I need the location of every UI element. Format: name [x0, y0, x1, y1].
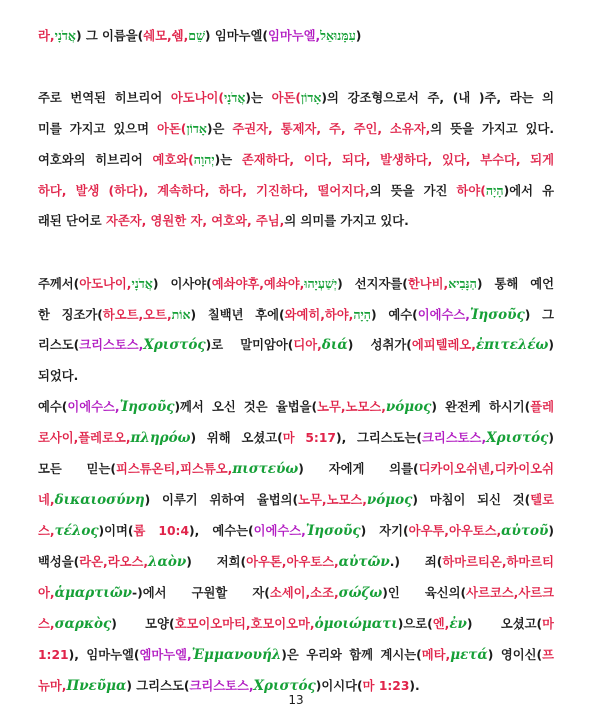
greek-word: Ἰησοῦς [305, 523, 361, 539]
greek-word: διά [321, 337, 348, 353]
transliteration-text: 소세이,소조, [269, 586, 339, 600]
transliteration-text: 뉴마, [38, 679, 67, 693]
text-segment: ) 모양( [111, 617, 175, 631]
text-segment: )인 육신의( [382, 586, 467, 600]
transliteration-text: 노무,노모스, [298, 493, 367, 507]
text-segment: ) 마침이 되신 것( [412, 493, 531, 507]
text-segment: .) 죄( [389, 555, 443, 569]
transliteration-text: 아우투,아우토스, [408, 524, 502, 538]
transliteration-text: 로사이,플레로오, [38, 431, 131, 445]
transliteration-text: 노무,노모스, [317, 400, 386, 414]
text-line [38, 640, 554, 671]
paragraph-isaiah-prophecy [38, 268, 554, 392]
text-segment: ) 이사야( [152, 277, 212, 291]
transliteration-text: 아도나이, [79, 277, 132, 291]
text-segment: )의 강조형으로서 주, (내 )주, 라는 의 [321, 91, 554, 105]
greek-word: Ἰησοῦς [469, 307, 525, 323]
paragraph-immanuel-intro [38, 20, 554, 51]
transliteration-text: 스, [38, 524, 55, 538]
greek-word: σαρκὸς [54, 616, 112, 632]
greek-word: ὁμοιώματι [314, 616, 398, 632]
text-line [38, 206, 554, 237]
transliteration-text: 아돈( [271, 91, 301, 105]
hebrew-word: עִמָּנוּאֵל [320, 28, 356, 43]
scripture-reference: 1:21 [38, 648, 69, 662]
text-segment: ) 영이신( [487, 648, 543, 662]
transliteration-text: 하야( [456, 184, 486, 198]
text-segment: )으로( [397, 617, 433, 631]
text-segment: 의 뜻을 가진 [369, 184, 457, 198]
greek-word: πληρόω [130, 430, 191, 446]
text-segment: ) 임마누엘( [204, 29, 268, 43]
text-line [38, 82, 554, 113]
text-segment: )이시다( [315, 679, 363, 693]
hebrew-word: אוֹת [171, 307, 191, 322]
hebrew-word: יְהוָה [193, 152, 215, 167]
greek-word: Χριστός [253, 678, 316, 694]
transliteration-text: 자존자, 영원한 자, 여호와, 주님, [105, 214, 285, 228]
text-segment: ) 그리스도( [126, 679, 190, 693]
text-segment: ), 임마누엘( [68, 648, 140, 662]
greek-word: ἐν [449, 616, 467, 632]
greek-word: αὐτῶν [338, 554, 390, 570]
text-segment: )은 [206, 122, 233, 136]
greek-word: Χριστός [486, 430, 549, 446]
text-segment: 주로 번역된 히브리어 [38, 91, 171, 105]
transliteration-text: 존재하다, 이다, 되다, 발생하다, 있다, 부수다, 되게 [241, 153, 554, 167]
text-segment: ), 그리스도는( [335, 431, 423, 445]
text-line [38, 299, 554, 330]
transliteration-text: 플레 [530, 400, 554, 414]
transliteration-text: 엔, [432, 617, 450, 631]
scripture-reference: 마 5:17 [282, 431, 336, 445]
text-segment: ) [548, 431, 554, 445]
text-segment: )는 [245, 91, 272, 105]
transliteration-text: 호모이오마티,호모이오마, [174, 617, 315, 631]
transliteration-text: 아, [38, 586, 55, 600]
transliteration-text: 하오트,오트, [102, 308, 172, 322]
text-segment: ) 선지자를( [337, 277, 408, 291]
text-segment: 주께서( [38, 277, 80, 291]
text-segment: ) 예수( [371, 308, 418, 322]
greek-word: νόμος [385, 399, 432, 415]
transliteration-text: 와예히,하야, [284, 308, 354, 322]
greek-word: δικαιοσύνη [54, 492, 145, 508]
transliteration-text: 메타, [421, 648, 451, 662]
text-segment: 미를 가지고 있으며 [38, 122, 158, 136]
paragraph-jesus-fulfillment [38, 392, 554, 702]
text-segment: ) [548, 524, 554, 538]
text-segment: 백성을( [38, 555, 80, 569]
greek-word: Ἰησοῦς [119, 399, 175, 415]
greek-word: νόμος [366, 492, 413, 508]
transliteration-text: 아도나이( [170, 91, 225, 105]
greek-word: πιστεύω [232, 461, 299, 477]
name-transliteration: 크리스토스, [189, 679, 254, 693]
transliteration-text: 사르코스,사르크 [466, 586, 554, 600]
text-segment: )께서 오신 것은 율법을( [174, 400, 318, 414]
hebrew-word: הָיָה [485, 183, 504, 198]
hebrew-word: אֲדֹנָי [54, 28, 76, 43]
scripture-reference: 롬 10:4 [133, 524, 190, 538]
name-transliteration: 임마누엘, [267, 29, 321, 43]
greek-word: μετά [450, 647, 488, 663]
text-line [38, 423, 554, 454]
hebrew-word: אֲדֹנָי [131, 276, 153, 291]
text-segment: ) 칠백년 후에( [190, 308, 285, 322]
transliteration-text: 쉐모,쉠, [143, 29, 189, 43]
text-segment: 래된 단어로 [38, 214, 106, 228]
name-transliteration: 크리스토스, [79, 338, 144, 352]
scripture-reference: 마 1:23 [362, 679, 410, 693]
transliteration-text: 프 [542, 648, 554, 662]
text-segment: 예수( [38, 400, 68, 414]
text-segment: 의 의미를 가지고 있다. [284, 214, 409, 228]
text-line [38, 175, 554, 206]
text-segment: 모든 믿는( [38, 462, 117, 476]
text-segment: )에서 유 [503, 184, 554, 198]
text-line [38, 113, 554, 144]
hebrew-word: הָיָה [353, 307, 371, 322]
transliteration-text: 하마르티온,하마르티 [442, 555, 554, 569]
text-line [38, 485, 554, 516]
hebrew-word: שֵׁם [188, 28, 205, 43]
text-segment: )이며( [98, 524, 134, 538]
greek-word: λαὸν [148, 554, 187, 570]
name-transliteration: 이에수스, [253, 524, 306, 538]
greek-word: ἐπιτελέω [475, 337, 549, 353]
transliteration-text: 디카이오쉬넨,디카이오쉬 [418, 462, 554, 476]
text-segment: ) 완전케 하시기( [431, 400, 531, 414]
text-segment: 여호와의 히브리어 [38, 153, 153, 167]
text-line [38, 516, 554, 547]
transliteration-text: 하다, 발생 (하다), 계속하다, 하다, 기진하다, 떨어지다, [38, 184, 370, 198]
text-segment: 의 뜻을 가지고 있다. [430, 122, 554, 136]
greek-word: τέλος [54, 523, 99, 539]
greek-word: Ἐμμανουήλ [191, 647, 282, 663]
text-line [38, 578, 554, 609]
hebrew-word: יְשַׁעְיָהוּ [304, 276, 338, 291]
name-transliteration: 이에수스, [67, 400, 120, 414]
greek-word: Χριστός [143, 337, 206, 353]
text-segment: 리스도( [38, 338, 80, 352]
transliteration-text: 주권자, 통제자, 주, 주인, 소유자, [232, 122, 431, 136]
page-number: 13 [288, 693, 304, 707]
hebrew-word: אֲדֹנָי [224, 90, 246, 105]
text-segment: ) 그 [524, 308, 554, 322]
text-segment: ) [548, 338, 554, 352]
text-segment: -)에서 구원할 자( [132, 586, 270, 600]
text-segment: ) 위해 오셨고( [190, 431, 283, 445]
text-segment: )로 말미암아( [205, 338, 294, 352]
text-line [38, 144, 554, 175]
transliteration-text: 한나비, [407, 277, 449, 291]
text-segment: ) 오셨고( [466, 617, 543, 631]
transliteration-text: 예호와( [152, 153, 194, 167]
greek-word: σώζω [338, 585, 383, 601]
text-line [38, 268, 554, 299]
greek-word: ἁμαρτιῶν [54, 585, 133, 601]
text-segment: ) 성취가( [347, 338, 412, 352]
text-line [38, 547, 554, 578]
text-segment: )은 우리와 함께 계시는( [281, 648, 422, 662]
text-line [38, 330, 554, 361]
paragraph-adonai-definition [38, 82, 554, 237]
hebrew-word: אָדוֹן [300, 90, 322, 105]
text-segment: ) 그 이름을( [75, 29, 144, 43]
transliteration-text: 디아, [293, 338, 322, 352]
text-line [38, 392, 554, 423]
text-line [38, 20, 554, 51]
text-segment: ) 통해 예언 [476, 277, 554, 291]
transliteration-text: 아돈( [157, 122, 187, 136]
transliteration-text: 라, [38, 29, 55, 43]
transliteration-text: 피스튜온티,피스튜오, [116, 462, 233, 476]
text-line [38, 609, 554, 640]
text-line [38, 361, 554, 392]
transliteration-text: 네, [38, 493, 55, 507]
text-segment: ). [409, 679, 420, 693]
text-segment: 한 징조가( [38, 308, 103, 322]
name-transliteration: 크리스토스, [422, 431, 487, 445]
text-segment: ) 자기( [360, 524, 409, 538]
hebrew-word: אָדוֹן [186, 121, 207, 136]
transliteration-text: 예솨야후,예솨야, [211, 277, 305, 291]
text-line [38, 454, 554, 485]
hebrew-word: הַנָּבִיא [448, 276, 477, 291]
transliteration-text: 스, [38, 617, 55, 631]
text-segment: ) 자에게 의를( [298, 462, 419, 476]
transliteration-text: 에피텔레오, [411, 338, 476, 352]
name-transliteration: 엠마누엘, [139, 648, 192, 662]
text-segment: ) 이루기 위하여 율법의( [144, 493, 299, 507]
text-segment: ) 저희( [186, 555, 247, 569]
text-segment: ), 예수는( [189, 524, 254, 538]
text-segment: 되었다. [38, 369, 79, 383]
transliteration-text: 아우톤,아우토스, [246, 555, 339, 569]
transliteration-text: 라온,라오스, [79, 555, 149, 569]
greek-word: Πνεῦμα [66, 678, 127, 694]
text-segment: )는 [214, 153, 242, 167]
scripture-reference: 마 [542, 617, 554, 631]
text-segment: ) [355, 29, 362, 43]
transliteration-text: 텔로 [530, 493, 554, 507]
greek-word: αὐτοῦ [501, 523, 549, 539]
name-transliteration: 이에수스, [417, 308, 470, 322]
